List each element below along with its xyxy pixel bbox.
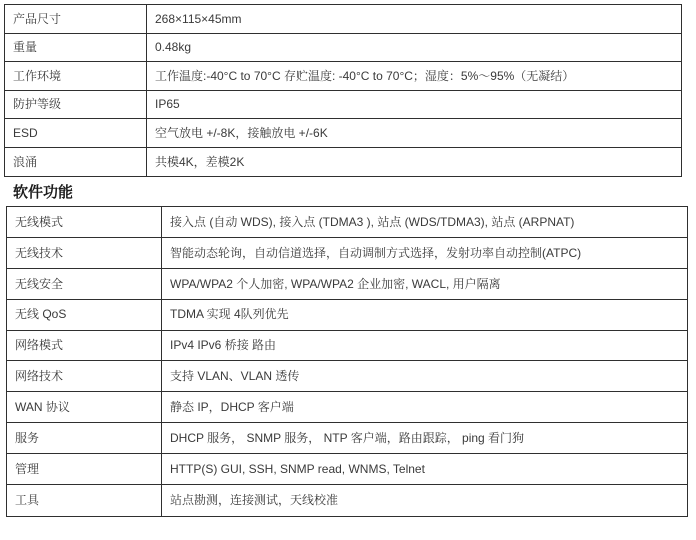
spec-label: 网络模式 [7, 331, 162, 362]
spec-value: 接入点 (自动 WDS), 接入点 (TDMA3 ), 站点 (WDS/TDMA3), 站点 (ARPNAT) [162, 207, 687, 238]
spec-value: 站点勘测，连接测试，天线校准 [170, 493, 339, 508]
spec-label: 管理 [7, 454, 162, 485]
spec-label: 工具 [7, 485, 162, 516]
spec-value: 268×115×45mm [147, 5, 681, 34]
spec-value: 0.48kg [147, 34, 681, 63]
spec-value: 支持 VLAN、VLAN 透传 [162, 361, 687, 392]
spec-label: 无线安全 [7, 269, 162, 300]
spec-value: WPA/WPA2 个人加密, WPA/WPA2 企业加密, WACL, 用户隔离 [162, 269, 687, 300]
spec-label: 产品尺寸 [5, 5, 147, 34]
spec-value: IPv4 IPv6 桥接 路由 [162, 331, 687, 362]
spec-value: 静态 IP，DHCP 客户端 [162, 392, 687, 423]
spec-label: 重量 [5, 34, 147, 63]
spec-label: ESD [5, 119, 147, 148]
spec-label: 防护等级 [5, 91, 147, 120]
spec-label: 无线模式 [7, 207, 162, 238]
spec-value: IP65 [147, 91, 681, 120]
hardware-spec-table [4, 4, 682, 177]
spec-value: 工作温度:-40°C to 70°C 存贮温度: -40°C to 70°C；湿度：5%～95%（无凝结） [147, 62, 681, 91]
spec-value: 空气放电 +/-8K，接触放电 +/-6K [147, 119, 681, 148]
software-spec-table [6, 206, 688, 517]
spec-label: 网络技术 [7, 361, 162, 392]
spec-label: 无线技术 [7, 238, 162, 269]
spec-value: HTTP(S) GUI, SSH, SNMP read, WNMS, Telnet [162, 454, 687, 485]
spec-label: 服务 [7, 423, 162, 454]
spec-value: 智能动态轮询，自动信道选择，自动调制方式选择，发射功率自动控制(ATPC) [162, 238, 687, 269]
spec-label: 无线 QoS [7, 300, 162, 331]
section-header-software-features: 软件功能 [13, 184, 74, 201]
spec-label: WAN 协议 [7, 392, 162, 423]
spec-value: DHCP 服务， SNMP 服务， NTP 客户端，路由跟踪， ping 看门狗 [162, 423, 687, 454]
spec-value: 共模4K，差模2K [155, 154, 245, 169]
spec-label: 工作环境 [5, 62, 147, 91]
spec-value: TDMA 实现 4队列优先 [162, 300, 687, 331]
spec-label: 浪涌 [5, 148, 147, 177]
